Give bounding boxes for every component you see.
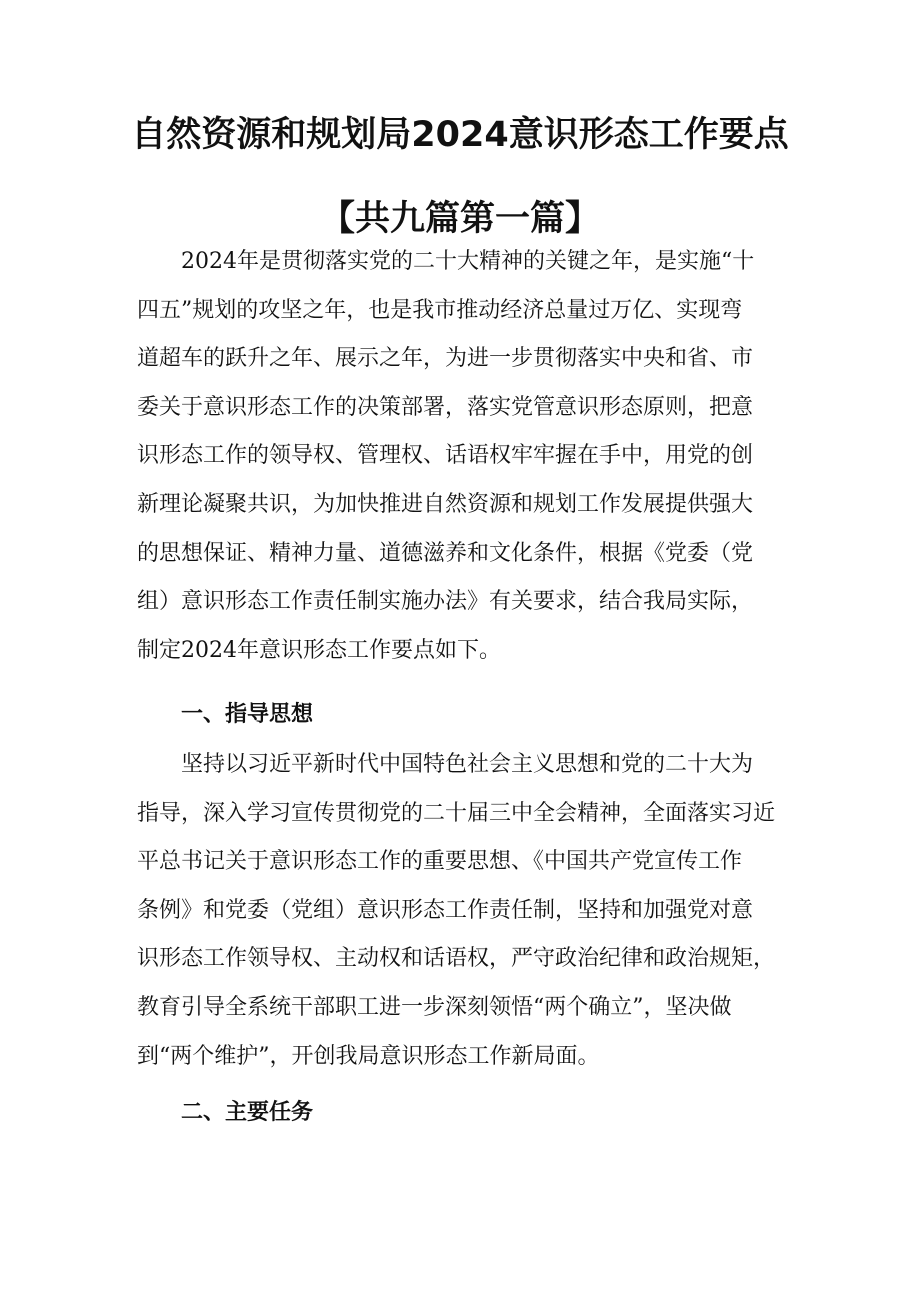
paragraph-line: 制定2024年意识形态工作要点如下。 <box>137 637 501 663</box>
paragraph-line: 组）意识形态工作责任制实施办法》有关要求，结合我局实际， <box>137 589 754 615</box>
paragraph-line: 坚持以习近平新时代中国特色社会主义思想和党的二十大为 <box>181 752 754 777</box>
paragraph-line: 识形态工作领导权、主动权和话语权，严守政治纪律和政治规矩， <box>137 946 776 972</box>
section-heading-main-tasks: 二、主要任务 <box>181 1100 314 1125</box>
paragraph-line: 道超车的跃升之年、展示之年，为进一步贯彻落实中央和省、市 <box>137 346 754 372</box>
paragraph-line: 的思想保证、精神力量、道德滋养和文化条件，根据《党委（党 <box>137 540 754 566</box>
document-title: 自然资源和规划局2024意识形态工作要点 <box>131 115 789 155</box>
paragraph-line: 委关于意识形态工作的决策部署，落实党管意识形态原则，把意 <box>137 394 754 420</box>
document-subtitle: 【共九篇第一篇】 <box>319 199 600 239</box>
paragraph-line: 条例》和党委（党组）意识形态工作责任制，坚持和加强党对意 <box>137 897 754 923</box>
paragraph-line: 四五”规划的攻坚之年，也是我市推动经济总量过万亿、实现弯 <box>137 297 743 323</box>
paragraph-line: 教育引导全系统干部职工进一步深刻领悟“两个确立”，坚决做 <box>137 994 732 1020</box>
paragraph-line: 新理论凝聚共识，为加快推进自然资源和规划工作发展提供强大 <box>137 491 754 517</box>
intro-paragraph <box>137 238 797 675</box>
paragraph-line: 识形态工作的领导权、管理权、话语权牢牢握在手中，用党的创 <box>137 443 754 469</box>
guiding-ideology-paragraph <box>137 741 797 1081</box>
paragraph-line: 指导，深入学习宣传贯彻党的二十届三中全会精神，全面落实习近 <box>137 800 776 826</box>
paragraph-line: 到“两个维护”，开创我局意识形态工作新局面。 <box>137 1043 600 1069</box>
paragraph-line: 2024年是贯彻落实党的二十大精神的关键之年，是实施“十 <box>181 249 755 274</box>
section-heading-guiding-ideology: 一、指导思想 <box>181 702 314 727</box>
paragraph-line: 平总书记关于意识形态工作的重要思想、《中国共产党宣传工作 <box>137 849 743 875</box>
